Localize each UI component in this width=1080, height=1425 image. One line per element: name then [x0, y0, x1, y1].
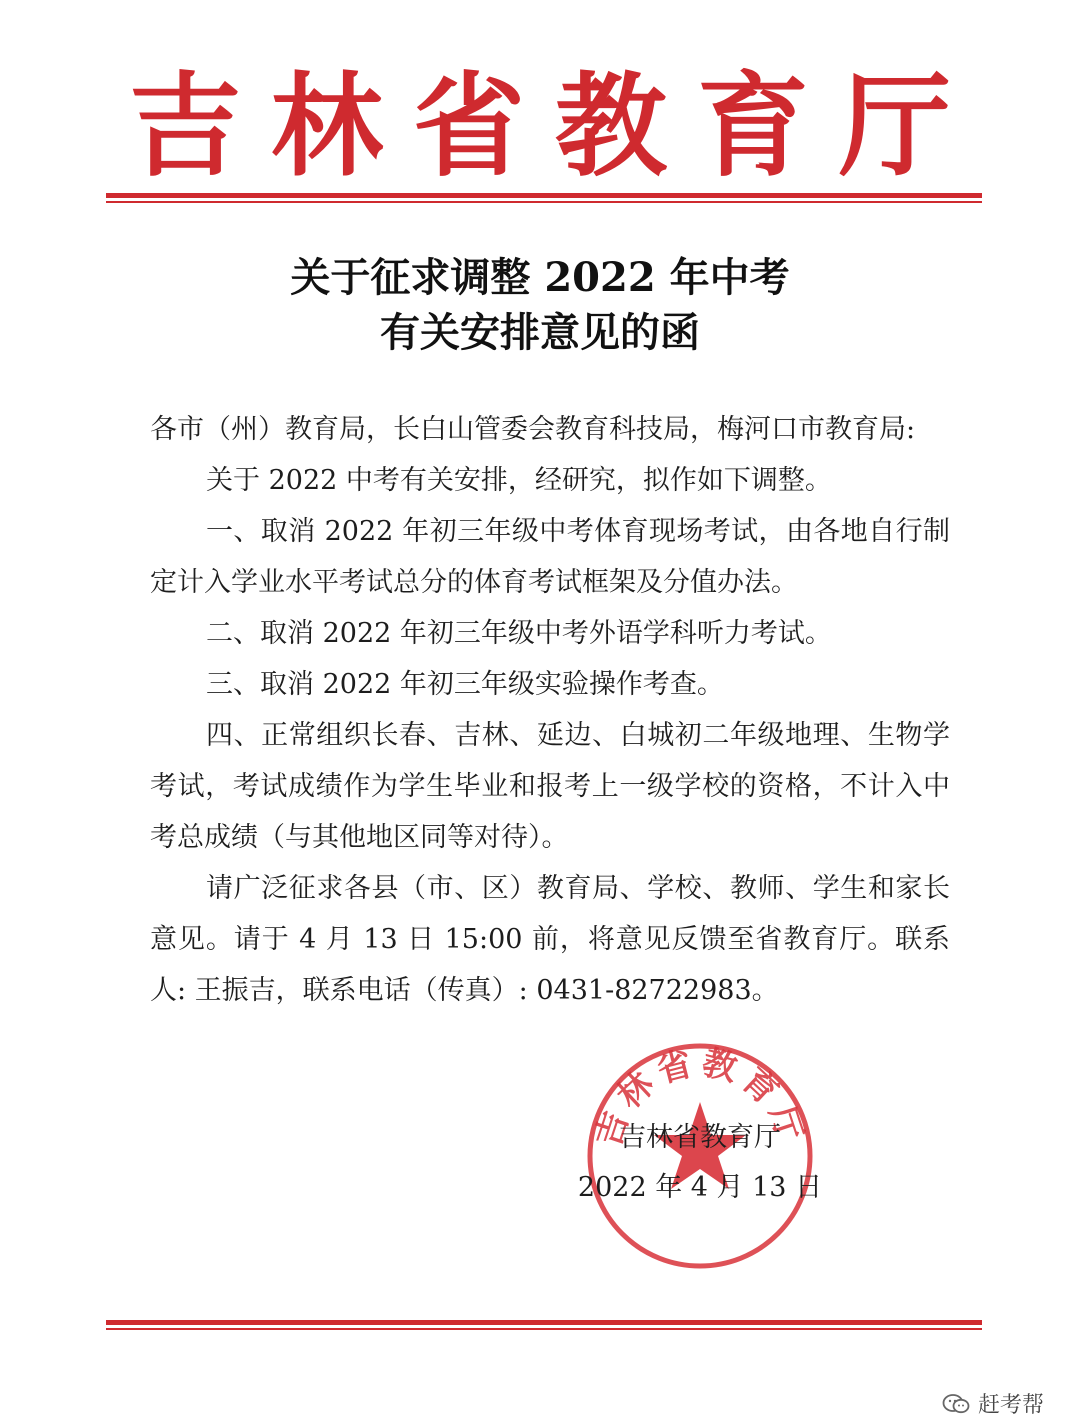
signature-organization: 吉林省教育厅 — [619, 1122, 781, 1153]
seal-text: 吉林省教育厅 — [588, 1042, 812, 1152]
signature-date: 2022 年 4 月 13 日 — [577, 1172, 823, 1203]
watermark — [942, 1388, 1044, 1419]
letterhead-rule-thick — [106, 193, 982, 198]
watermark-label: 赶考帮 — [977, 1393, 1044, 1418]
document-title-line-2: 有关安排意见的函 — [380, 309, 700, 356]
paragraph-intro: 关于 2022 中考有关安排，经研究，拟作如下调整。 — [206, 465, 832, 496]
paragraph-item-3: 三、取消 2022 年初三年级实验操作考查。 — [206, 669, 724, 700]
paragraph-request: 请广泛征求各县（市、区）教育局、学校、教师、学生和家长意见。请于 4 月 13 日 15:00 前，将意见反馈至省教育厅。联系人: 王振吉，联系电话（传真）: 0431-82722983。 — [150, 873, 950, 1006]
document-body — [150, 404, 950, 1016]
paragraph-item-2: 二、取消 2022 年初三年级中考外语学科听力考试。 — [206, 618, 832, 649]
footer-rule-thin — [106, 1328, 982, 1330]
salutation: 各市（州）教育局，长白山管委会教育科技局，梅河口市教育局: — [150, 414, 916, 445]
footer-rule-thick — [106, 1320, 982, 1325]
letterhead-title: 吉林省教育厅 — [129, 62, 981, 192]
wechat-icon — [942, 1393, 970, 1415]
paragraph-item-4: 四、正常组织长春、吉林、延边、白城初二年级地理、生物学考试，考试成绩作为学生毕业和报考上一级学校的资格，不计入中考总成绩（与其他地区同等对待）。 — [150, 720, 950, 853]
paragraph-item-1: 一、取消 2022 年初三年级中考体育现场考试，由各地自行制定计入学业水平考试总分的体育考试框架及分值办法。 — [150, 516, 950, 598]
document-title-line-1: 关于征求调整 2022 年中考 — [290, 254, 790, 301]
letterhead-rule-thin — [106, 201, 982, 203]
